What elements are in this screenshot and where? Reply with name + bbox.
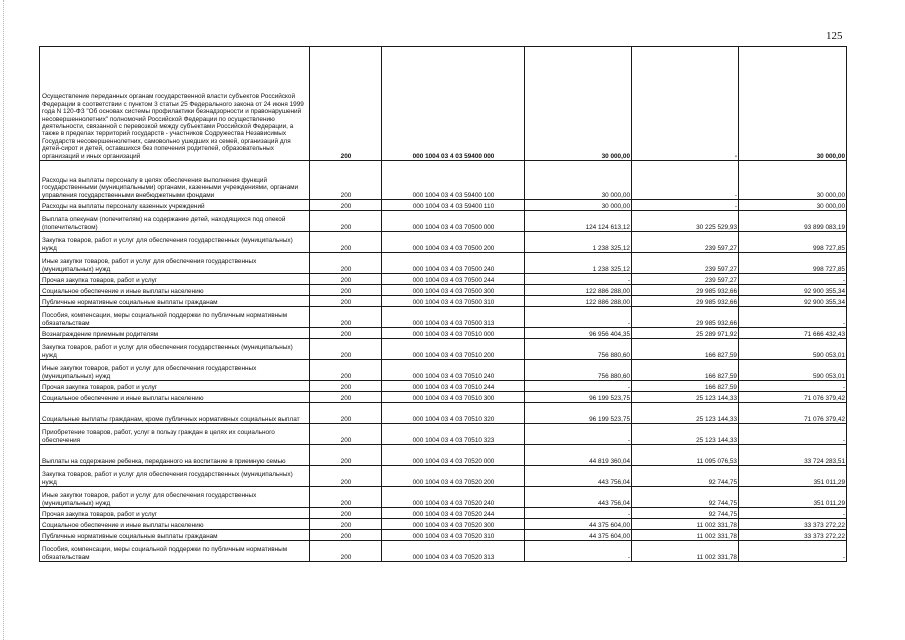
approved-amount: 443 756,04 [525, 466, 632, 487]
approved-amount: 30 000,00 [525, 47, 632, 161]
budget-classification-code: 000 1004 03 4 03 70520 310 [382, 530, 525, 541]
line-code: 200 [310, 47, 382, 161]
approved-amount: 44 375 604,00 [525, 519, 632, 530]
table-row [40, 253, 847, 274]
expense-name: Выплата опекунам (попечителям) на содержание детей, находящихся под опекой (попечительством) [40, 211, 310, 232]
approved-amount: 30 000,00 [525, 200, 632, 211]
unexecuted-amount: 351 011,29 [739, 466, 847, 487]
approved-amount: 96 199 523,75 [525, 403, 632, 424]
budget-classification-code: 000 1004 03 4 03 70510 300 [382, 392, 525, 403]
table-row [40, 47, 847, 161]
table-row [40, 519, 847, 530]
table-row [40, 285, 847, 296]
budget-classification-code: 000 1004 03 4 03 70520 200 [382, 466, 525, 487]
executed-amount: 11 095 076,53 [632, 445, 739, 466]
line-code: 200 [310, 232, 382, 253]
line-code: 200 [310, 466, 382, 487]
expense-name: Расходы на выплаты персоналу в целях обеспечения выполнения функций государственными (муниципальными) органами, казенными учреждениями, органами управления государственными внебюджетными фондами [40, 161, 310, 200]
line-code: 200 [310, 360, 382, 381]
line-code: 200 [310, 200, 382, 211]
budget-classification-code: 000 1004 03 4 03 70520 300 [382, 519, 525, 530]
executed-amount: 25 289 971,92 [632, 328, 739, 339]
expense-name: Социальные выплаты гражданам, кроме публичных нормативных социальных выплат [40, 403, 310, 424]
approved-amount: 756 880,60 [525, 339, 632, 360]
table-row [40, 466, 847, 487]
table-row [40, 339, 847, 360]
line-code: 200 [310, 381, 382, 392]
table-row [40, 232, 847, 253]
approved-amount: - [525, 381, 632, 392]
unexecuted-amount: 30 000,00 [739, 200, 847, 211]
budget-classification-code: 000 1004 03 4 03 59400 000 [382, 47, 525, 161]
approved-amount: - [525, 307, 632, 328]
approved-amount: - [525, 274, 632, 285]
budget-classification-code: 000 1004 03 4 03 70500 244 [382, 274, 525, 285]
table-row [40, 541, 847, 562]
line-code: 200 [310, 339, 382, 360]
approved-amount: 44 819 360,04 [525, 445, 632, 466]
expense-name: Пособия, компенсации, меры социальной поддержки по публичным нормативным обязательствам [40, 541, 310, 562]
executed-amount: - [632, 200, 739, 211]
unexecuted-amount: - [739, 274, 847, 285]
budget-classification-code: 000 1004 03 4 03 70510 240 [382, 360, 525, 381]
line-code: 200 [310, 424, 382, 445]
expense-name: Иные закупки товаров, работ и услуг для обеспечения государственных (муниципальных) нужд [40, 487, 310, 508]
table-row [40, 445, 847, 466]
budget-classification-code: 000 1004 03 4 03 70520 313 [382, 541, 525, 562]
budget-classification-code: 000 1004 03 4 03 59400 100 [382, 161, 525, 200]
budget-classification-code: 000 1004 03 4 03 70510 200 [382, 339, 525, 360]
expense-name: Прочая закупка товаров, работ и услуг [40, 508, 310, 519]
unexecuted-amount: 33 373 272,22 [739, 530, 847, 541]
line-code: 200 [310, 253, 382, 274]
budget-classification-code: 000 1004 03 4 03 70500 310 [382, 296, 525, 307]
unexecuted-amount: 33 724 283,51 [739, 445, 847, 466]
executed-amount: 11 002 331,78 [632, 530, 739, 541]
budget-classification-code: 000 1004 03 4 03 70510 320 [382, 403, 525, 424]
executed-amount: 239 597,27 [632, 274, 739, 285]
approved-amount: 30 000,00 [525, 161, 632, 200]
table-row [40, 530, 847, 541]
expense-name: Социальное обеспечение и иные выплаты населению [40, 285, 310, 296]
line-code: 200 [310, 508, 382, 519]
table-row [40, 161, 847, 200]
approved-amount: 44 375 604,00 [525, 530, 632, 541]
unexecuted-amount: - [739, 541, 847, 562]
executed-amount: 25 123 144,33 [632, 392, 739, 403]
executed-amount: 92 744,75 [632, 466, 739, 487]
table-row [40, 307, 847, 328]
line-code: 200 [310, 296, 382, 307]
line-code: 200 [310, 392, 382, 403]
table-row [40, 360, 847, 381]
executed-amount: 166 827,59 [632, 360, 739, 381]
unexecuted-amount: 30 000,00 [739, 47, 847, 161]
budget-classification-code: 000 1004 03 4 03 70500 300 [382, 285, 525, 296]
unexecuted-amount: - [739, 508, 847, 519]
expense-name: Прочая закупка товаров, работ и услуг [40, 381, 310, 392]
executed-amount: 29 985 932,66 [632, 307, 739, 328]
approved-amount: 122 886 288,00 [525, 285, 632, 296]
expense-name: Расходы на выплаты персоналу казенных учреждений [40, 200, 310, 211]
expense-name: Закупка товаров, работ и услуг для обеспечения государственных (муниципальных) нужд [40, 466, 310, 487]
unexecuted-amount: 71 666 432,43 [739, 328, 847, 339]
budget-classification-code: 000 1004 03 4 03 70500 200 [382, 232, 525, 253]
unexecuted-amount: - [739, 381, 847, 392]
executed-amount: 166 827,59 [632, 339, 739, 360]
executed-amount: 92 744,75 [632, 508, 739, 519]
approved-amount: 122 886 288,00 [525, 296, 632, 307]
expense-name: Публичные нормативные социальные выплаты гражданам [40, 296, 310, 307]
line-code: 200 [310, 161, 382, 200]
expense-name: Вознаграждение приемным родителям [40, 328, 310, 339]
unexecuted-amount: 590 053,01 [739, 360, 847, 381]
unexecuted-amount: 33 373 272,22 [739, 519, 847, 530]
budget-classification-code: 000 1004 03 4 03 70500 240 [382, 253, 525, 274]
executed-amount: 239 597,27 [632, 232, 739, 253]
executed-amount: 30 225 529,93 [632, 211, 739, 232]
approved-amount: - [525, 508, 632, 519]
expense-name: Закупка товаров, работ и услуг для обеспечения государственных (муниципальных) нужд [40, 232, 310, 253]
unexecuted-amount: 93 899 083,19 [739, 211, 847, 232]
table-row [40, 392, 847, 403]
line-code: 200 [310, 307, 382, 328]
executed-amount: 92 744,75 [632, 487, 739, 508]
table-row [40, 296, 847, 307]
approved-amount: - [525, 424, 632, 445]
executed-amount: 11 002 331,78 [632, 541, 739, 562]
unexecuted-amount: 92 900 355,34 [739, 285, 847, 296]
expense-name: Социальное обеспечение и иные выплаты населению [40, 519, 310, 530]
budget-classification-code: 000 1004 03 4 03 70520 244 [382, 508, 525, 519]
table-row [40, 211, 847, 232]
line-code: 200 [310, 285, 382, 296]
line-code: 200 [310, 274, 382, 285]
table-row [40, 200, 847, 211]
budget-classification-code: 000 1004 03 4 03 59400 110 [382, 200, 525, 211]
unexecuted-amount: - [739, 307, 847, 328]
line-code: 200 [310, 541, 382, 562]
expense-name: Иные закупки товаров, работ и услуг для обеспечения государственных (муниципальных) нужд [40, 360, 310, 381]
table-row [40, 403, 847, 424]
unexecuted-amount: 998 727,85 [739, 232, 847, 253]
table-row [40, 381, 847, 392]
line-code: 200 [310, 519, 382, 530]
unexecuted-amount: 998 727,85 [739, 253, 847, 274]
table-row [40, 274, 847, 285]
executed-amount: 29 985 932,66 [632, 296, 739, 307]
executed-amount: - [632, 161, 739, 200]
approved-amount: 443 756,04 [525, 487, 632, 508]
expense-name: Иные закупки товаров, работ и услуг для обеспечения государственных (муниципальных) нужд [40, 253, 310, 274]
budget-classification-code: 000 1004 03 4 03 70520 240 [382, 487, 525, 508]
budget-classification-code: 000 1004 03 4 03 70510 323 [382, 424, 525, 445]
binding-margin-line [3, 0, 4, 640]
expense-name: Пособия, компенсации, меры социальной поддержки по публичным нормативным обязательствам [40, 307, 310, 328]
expense-name: Выплаты на содержание ребенка, переданного на воспитание в приемную семью [40, 445, 310, 466]
approved-amount: 1 238 325,12 [525, 253, 632, 274]
expense-name: Прочая закупка товаров, работ и услуг [40, 274, 310, 285]
executed-amount: - [632, 47, 739, 161]
unexecuted-amount: 92 900 355,34 [739, 296, 847, 307]
executed-amount: 25 123 144,33 [632, 424, 739, 445]
line-code: 200 [310, 530, 382, 541]
page-number: 125 [826, 30, 843, 42]
approved-amount: 96 956 404,35 [525, 328, 632, 339]
table-row [40, 508, 847, 519]
expense-name: Осуществление переданных органам государственной власти субъектов Российской Федерации в соответствии с пунктом 3 статьи 25 Федерального закона от 24 июня 1999 года N 120-ФЗ "Об основах системы профилактики безнадзорности и правонарушений несовершеннолетних" полномочий Российской Федерации по осуществлению деятельности, связанной с перевозкой между субъектами Российской Федерации, а также в пределах территорий государств - участников Содружества Независимых Государств несовершеннолетних, самовольно ушедших из семей, организаций для детей-сирот и детей, оставшихся без попечения родителей, образовательных организаций и иных организаций [40, 47, 310, 161]
executed-amount: 25 123 144,33 [632, 403, 739, 424]
budget-execution-table [39, 46, 847, 562]
budget-classification-code: 000 1004 03 4 03 70500 313 [382, 307, 525, 328]
budget-classification-code: 000 1004 03 4 03 70500 000 [382, 211, 525, 232]
unexecuted-amount: 30 000,00 [739, 161, 847, 200]
table-row [40, 424, 847, 445]
approved-amount: 124 124 613,12 [525, 211, 632, 232]
table-row [40, 328, 847, 339]
approved-amount: 756 880,60 [525, 360, 632, 381]
expense-name: Закупка товаров, работ и услуг для обеспечения государственных (муниципальных) нужд [40, 339, 310, 360]
executed-amount: 239 597,27 [632, 253, 739, 274]
unexecuted-amount: - [739, 424, 847, 445]
unexecuted-amount: 71 076 379,42 [739, 392, 847, 403]
line-code: 200 [310, 445, 382, 466]
unexecuted-amount: 71 076 379,42 [739, 403, 847, 424]
approved-amount: - [525, 541, 632, 562]
line-code: 200 [310, 328, 382, 339]
approved-amount: 1 238 325,12 [525, 232, 632, 253]
expense-name: Приобретение товаров, работ, услуг в пользу граждан в целях их социального обеспечения [40, 424, 310, 445]
budget-classification-code: 000 1004 03 4 03 70510 000 [382, 328, 525, 339]
line-code: 200 [310, 487, 382, 508]
line-code: 200 [310, 211, 382, 232]
approved-amount: 96 199 523,75 [525, 392, 632, 403]
unexecuted-amount: 351 011,29 [739, 487, 847, 508]
line-code: 200 [310, 403, 382, 424]
table-row [40, 487, 847, 508]
unexecuted-amount: 590 053,01 [739, 339, 847, 360]
budget-classification-code: 000 1004 03 4 03 70510 244 [382, 381, 525, 392]
executed-amount: 166 827,59 [632, 381, 739, 392]
expense-name: Социальное обеспечение и иные выплаты населению [40, 392, 310, 403]
executed-amount: 11 002 331,78 [632, 519, 739, 530]
expense-name: Публичные нормативные социальные выплаты гражданам [40, 530, 310, 541]
budget-classification-code: 000 1004 03 4 03 70520 000 [382, 445, 525, 466]
executed-amount: 29 985 932,66 [632, 285, 739, 296]
